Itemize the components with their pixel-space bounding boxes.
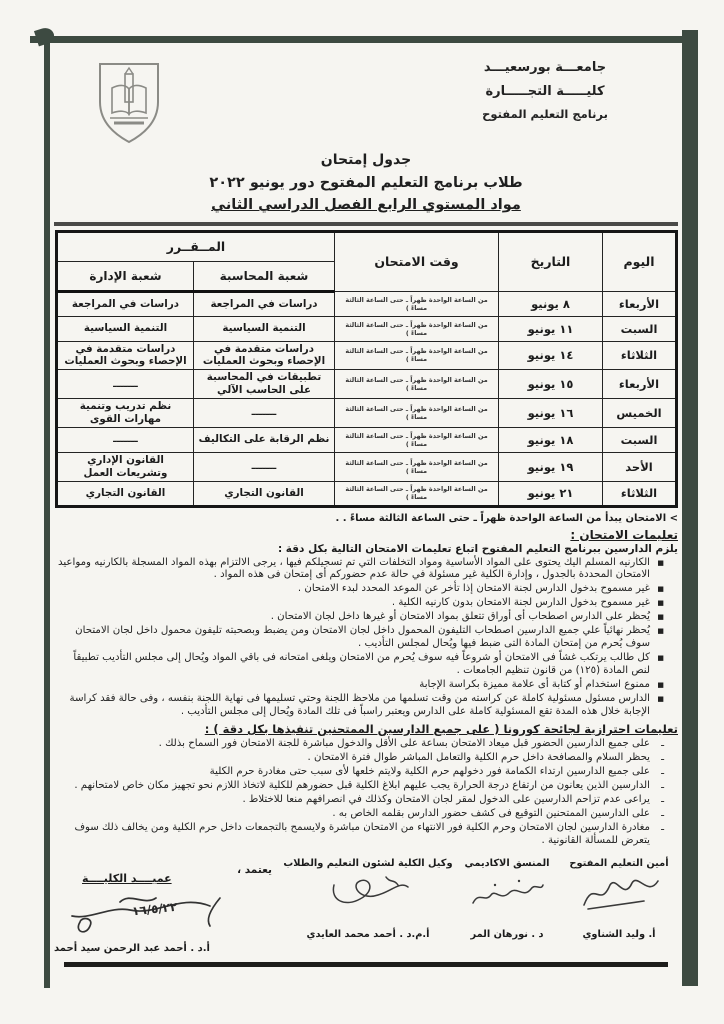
signatory-name: أ. وليد الشناوي — [582, 928, 656, 940]
note-arrow-marker: < — [669, 512, 678, 524]
exam-schedule-table — [55, 230, 678, 508]
day-cell: الثلاثاء — [603, 481, 677, 506]
col-header-time: وقت الامتحان — [335, 231, 499, 291]
col-header-management: شعبة الإدارة — [56, 261, 193, 291]
covid-item: ـ يراعى عدم تزاحم الدارسين على الدخول لمقر لجان الامتحان وكذلك في انصرافهم منعا للاختلاط . — [242, 793, 664, 805]
program-name: برنامج التعليم المفتوح — [482, 107, 608, 122]
col-header-date: التاريخ — [499, 231, 603, 291]
heavy-divider-top — [54, 222, 678, 226]
time-cell: من الساعة الواحدة ظهراً ـ حتى الساعة الثالثة مساءً ) — [335, 481, 499, 506]
square-bullet-icon: ■ — [657, 585, 664, 594]
title-program-session: طلاب برنامج التعليم المفتوح دور يونيو ٢٠٢٢ — [209, 174, 523, 191]
date-cell: ١٦ يونيو — [499, 399, 603, 428]
covid-instructions-title: تعليمات احترازية لجائحة كورونا ( على جميع الدارسين الممتحنين تنفيذها بكل دقة ) : — [204, 721, 678, 736]
covid-item: ـ مغادرة الدارسين لجان الامتحان وحرم الكلية فور الانتهاء من الامتحان مباشرة ولايسمح بالتجمعات داخل حرم الكلية ومن يخالف ذلك سوف يتعرض للمسألة القانونية . — [74, 821, 664, 846]
instruction-item: ■ كل طالب يرتكب غشاً فى الامتحان أو شروعاً فيه سوف يُحرم من الامتحان ويلغى امتحانه فى باقي المواد ويُحال إلى مجلس التأديب تطبيقاً لنص المادة (١٢٥) من قانون تنظيم الجامعات . — [73, 652, 664, 677]
university-shield-logo-icon — [90, 58, 168, 146]
table-row — [56, 427, 676, 452]
accounting-course-cell: دراسات متقدمة في الإحصاء وبحوث العمليات — [194, 341, 335, 370]
time-cell: من الساعة الواحدة ظهراً ـ حتى الساعة الثالثة مساءً ) — [335, 291, 499, 316]
dash-bullet-icon: ـ — [661, 779, 664, 791]
table-row — [56, 452, 676, 481]
square-bullet-icon: ■ — [657, 558, 664, 567]
instructions-title: تعليمات الامتحان : — [570, 527, 678, 542]
signatures-block — [54, 858, 678, 954]
management-course-cell: نظم تدريب وتنمية مهارات القوى — [56, 399, 193, 428]
document-content — [54, 44, 678, 967]
dash-bullet-icon: ـ — [661, 821, 664, 833]
table-row — [56, 291, 676, 316]
time-cell: من الساعة الواحدة ظهراً ـ حتى الساعة الثالثة مساءً ) — [335, 316, 499, 341]
col-header-accounting: شعبة المحاسبة — [194, 261, 335, 291]
instructions-intro: يلزم الدارسين ببرنامج التعليم المفتوح اتباع تعليمات الامتحان التالية بكل دقة : — [277, 542, 678, 555]
document-title-block — [54, 150, 678, 217]
signature-open-ed-secretary — [560, 858, 678, 954]
accounting-course-cell: تطبيقات في المحاسبة على الحاسب الآلي — [194, 370, 335, 399]
time-cell: من الساعة الواحدة ظهراً ـ حتى الساعة الثالثة مساءً ) — [335, 399, 499, 428]
title-exam-schedule: جدول إمتحان — [320, 152, 412, 168]
signatory-name: أ.م.د . أحمد محمد العايدي — [306, 928, 430, 940]
table-row — [56, 370, 676, 399]
square-bullet-icon: ■ — [657, 599, 664, 608]
letterhead — [54, 44, 678, 148]
day-cell: الثلاثاء — [603, 341, 677, 370]
management-course-cell: ـــــــ — [56, 427, 193, 452]
dash-bullet-icon: ـ — [661, 793, 664, 805]
time-cell: من الساعة الواحدة ظهراً ـ حتى الساعة الثالثة مساءً ) — [335, 452, 499, 481]
dean-signature-date: ١٦/٥/٢٢ — [131, 899, 178, 918]
scan-border-corner — [34, 26, 56, 47]
square-bullet-icon: ■ — [657, 695, 664, 704]
scan-border-right — [682, 30, 698, 986]
scan-border-left — [44, 36, 50, 988]
signatory-name: د . نورهان المر — [470, 928, 544, 940]
table-row — [56, 316, 676, 341]
academic-coordinator-handwriting-icon — [465, 873, 549, 917]
signatory-role: أمين التعليم المفتوح — [569, 857, 669, 869]
square-bullet-icon: ■ — [657, 681, 664, 690]
date-cell: ١٤ يونيو — [499, 341, 603, 370]
accounting-course-cell: دراسات في المراجعة — [194, 291, 335, 316]
dash-bullet-icon: ـ — [661, 751, 664, 763]
signature-vice-dean — [282, 858, 454, 954]
letterhead-text — [460, 44, 630, 125]
time-cell: من الساعة الواحدة ظهراً ـ حتى الساعة الثالثة مساءً ) — [335, 427, 499, 452]
time-cell: من الساعة الواحدة ظهراً ـ حتى الساعة الثالثة مساءً ) — [335, 370, 499, 399]
table-row — [56, 481, 676, 506]
date-cell: ١١ يونيو — [499, 316, 603, 341]
square-bullet-icon: ■ — [657, 613, 664, 622]
management-course-cell: دراسات متقدمة في الإحصاء وبحوث العمليات — [56, 341, 193, 370]
instruction-item: ■ غير مسموح بدخول الدارس لجنة الامتحان إذا تأخر عن الموعد المحدد لبدء الامتحان . — [297, 583, 664, 595]
date-cell: ٨ يونيو — [499, 291, 603, 316]
date-cell: ١٩ يونيو — [499, 452, 603, 481]
accounting-course-cell: التنمية السياسية — [194, 316, 335, 341]
date-cell: ١٥ يونيو — [499, 370, 603, 399]
dash-bullet-icon: ـ — [661, 737, 664, 749]
heavy-divider-bottom — [64, 962, 668, 967]
management-course-cell: ـــــــ — [56, 370, 193, 399]
management-course-cell: القانون الإداري وتشريعات العمل — [56, 452, 193, 481]
covid-instructions-list — [54, 738, 678, 848]
instruction-item: ■ يُحظر نهائياً علي جميع الدارسين اصطحاب التليفون المحمول داخل لجان الامتحان ومن يضبط وبصحبته تليفون محمول داخل لجان الامتحان سوف يُحرم من إمتحان المادة التى ضبط فيها ويُحال لمجلس التأديب . — [75, 625, 664, 650]
instruction-item: ■ يُحظر على الدارس اصطحاب أى أوراق تتعلق بمواد الامتحان أو غيرها داخل لجان الامتحان . — [270, 611, 664, 623]
management-course-cell: القانون التجاري — [56, 481, 193, 506]
accounting-course-cell: ـــــــ — [194, 399, 335, 428]
scan-border-top — [30, 36, 690, 43]
signatory-role: المنسق الاكاديمي — [464, 857, 550, 869]
instructions-list — [54, 557, 678, 719]
date-cell: ٢١ يونيو — [499, 481, 603, 506]
time-cell: من الساعة الواحدة ظهراً ـ حتى الساعة الثالثة مساءً ) — [335, 341, 499, 370]
day-cell: السبت — [603, 316, 677, 341]
signature-academic-coordinator — [454, 858, 560, 954]
signatory-role: وكيل الكلية لشئون التعليم والطلاب — [283, 857, 453, 869]
exam-time-note — [54, 513, 678, 524]
dash-bullet-icon: ـ — [661, 807, 664, 819]
instruction-item: ■ الدارس مسئول مسئولية كاملة عن كراسته من وقت تسلمها من ملاحظ اللجنة وحتي تسليمها فى نهاية اللجنة بنفسه ، وفى حالة فقد كراسة الإجابة خلال هذه المدة تقع المسئولية كاملة على الدارس ويعتبر راسباً فى تلك المادة ويُحال إلى مجلس التأديب . — [69, 693, 664, 717]
accounting-course-cell: نظم الرقابة على التكاليف — [194, 427, 335, 452]
open-ed-secretary-handwriting-icon — [574, 871, 664, 915]
title-level-semester: مواد المستوي الرابع الفصل الدراسي الثاني — [211, 197, 521, 214]
university-name: جامعـــة بورسعيـــد — [483, 60, 607, 75]
covid-item: ـ على جميع الدارسين الحضور قبل ميعاد الامتحان بساعة على الأقل والدخول مباشرة للجنة الامتحان فور السماح بذلك . — [158, 737, 664, 749]
signature-dean — [54, 858, 282, 954]
table-row — [56, 399, 676, 428]
covid-item: ـ يحظر السلام والمصافحة داخل حرم الكلية والتعامل المباشر طوال فترة الامتحان . — [307, 751, 664, 763]
covid-item: ـ الدارسين الذين يعانون من ارتفاع درجة الحرارة يجب عليهم ابلاغ الكلية قبل حضورهم للكلية لاتخاذ اللازم نحو تجهيز مكان خاص لامتحانهم . — [74, 779, 664, 791]
table-row — [56, 341, 676, 370]
instruction-item: ■ غير مسموح بدخول الدارس لجنة الامتحان بدون كارنيه الكلية . — [391, 597, 664, 609]
col-header-day: اليوم — [603, 231, 677, 291]
date-cell: ١٨ يونيو — [499, 427, 603, 452]
instruction-item: ■ ممنوع استخدام أو كتابة أى علامة مميزة بكراسة الإجابة — [419, 679, 664, 691]
day-cell: الأحد — [603, 452, 677, 481]
day-cell: السبت — [603, 427, 677, 452]
signatory-name: أ.د . أحمد عبد الرحمن سيد أحمد — [54, 942, 210, 954]
faculty-name: كليـــــة التجـــــارة — [485, 84, 605, 100]
square-bullet-icon: ■ — [657, 654, 664, 663]
instruction-item: ■ الكارنيه المسلم اليك يحتوى على المواد الأساسية ومواد التخلفات التي تم تسجيلكم فيها ، يرجى الالتزام بهذه المواد المسجلة بالكارنيه ومواعيد الامتحان المحددة بالجدول ، وإدارة الكلية غير مسئولة في حالة عدم حضوركم أى إمتحان فى هذه المواد . — [57, 556, 664, 581]
management-course-cell: التنمية السياسية — [56, 316, 193, 341]
day-cell: الخميس — [603, 399, 677, 428]
covid-item: ـ على جميع الدارسين ارتداء الكمامة فور دخولهم حرم الكلية ولايتم خلعها لأى سبب حتى مغادرة حرم الكلية — [209, 765, 664, 777]
day-cell: الأربعاء — [603, 291, 677, 316]
note-text: الامتحان يبدأ من الساعة الواحدة ظهراً ـ حتى الساعة الثالثة مساءً . . — [335, 512, 670, 524]
vice-dean-handwriting-icon — [320, 871, 416, 915]
approved-label: يعتمد ، — [237, 863, 272, 876]
management-course-cell: دراسات في المراجعة — [56, 291, 193, 316]
accounting-course-cell: ـــــــ — [194, 452, 335, 481]
day-cell: الأربعاء — [603, 370, 677, 399]
col-header-course: المــقــرر — [56, 231, 334, 261]
accounting-course-cell: القانون التجاري — [194, 481, 335, 506]
covid-item: ـ على الدارسين الممتحنين التوقيع فى كشف حضور الدارس بقلمه الخاص به . — [332, 807, 664, 819]
dash-bullet-icon: ـ — [661, 765, 664, 777]
signatory-role: عميــــد الكليــــة — [82, 871, 172, 885]
square-bullet-icon: ■ — [657, 627, 664, 636]
